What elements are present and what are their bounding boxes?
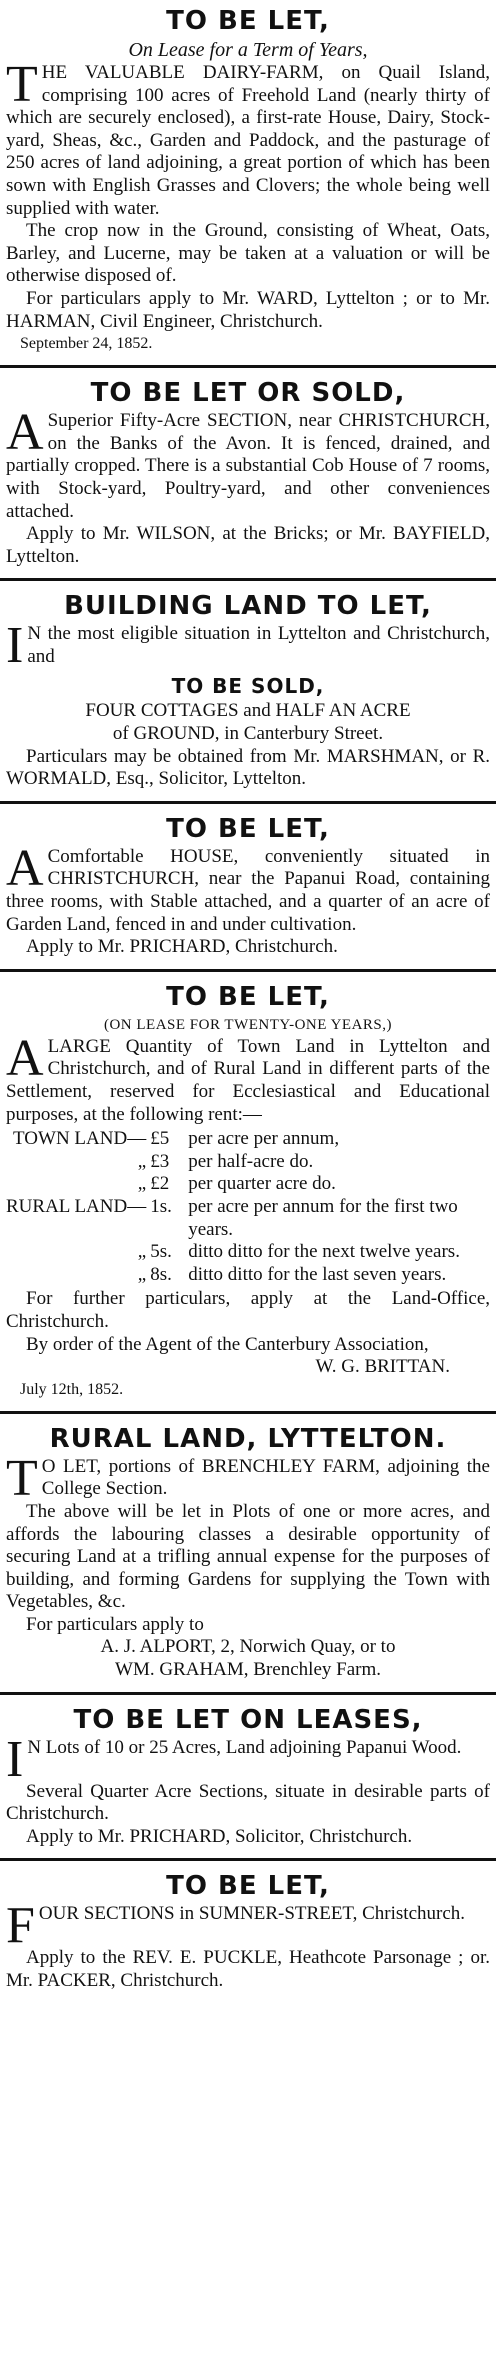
rent-label: „ <box>137 1241 147 1263</box>
drop-capital: T <box>6 1449 38 1507</box>
advert-comfortable-house <box>6 812 490 965</box>
rent-label: „ <box>137 1150 147 1172</box>
advert-dairy-farm <box>6 4 490 361</box>
advert-contact: Apply to Mr. WILSON, at the Bricks; or Mr. BAYFIELD, Lyttelton. <box>6 523 490 567</box>
advert-body: I N the most eligible situation in Lyttelton and Christchurch, and <box>6 617 490 675</box>
column-divider <box>0 1411 496 1414</box>
rent-row <box>6 1173 490 1196</box>
rent-table <box>6 1128 490 1286</box>
advert-paragraph: Several Quarter Acre Sections, situate in desirable parts of Christchurch. <box>6 1780 490 1825</box>
drop-capital: A <box>6 1029 44 1087</box>
advert-paragraph: For particulars apply to <box>26 1613 204 1635</box>
advert-heading: BUILDING LAND TO LET, <box>64 591 432 622</box>
advert-leases <box>6 1703 490 1855</box>
advert-contact: A. J. ALPORT, 2, Norwich Quay, or to <box>100 1636 396 1658</box>
rent-description: per half-acre do. <box>188 1150 314 1172</box>
rent-description: per acre per annum, <box>188 1128 340 1150</box>
advert-line: FOUR COTTAGES and HALF AN ACRE <box>85 700 411 722</box>
rent-amount: 1s. <box>150 1195 172 1217</box>
rent-description: ditto ditto for the next twelve years. <box>188 1241 460 1263</box>
advert-heading: TO BE LET, <box>166 813 330 844</box>
advert-subheading: TO BE SOLD, <box>171 674 325 699</box>
newspaper-column <box>0 4 496 2372</box>
advert-contact: WM. GRAHAM, Brenchley Farm. <box>115 1659 381 1681</box>
advert-heading: TO BE LET OR SOLD, <box>90 378 406 409</box>
rent-description: per acre per annum for the first two years. <box>188 1195 458 1240</box>
rent-label: RURAL LAND— <box>6 1195 147 1217</box>
advert-subheading: (ON LEASE FOR TWENTY-ONE YEARS,) <box>103 1016 393 1033</box>
rent-amount: £2 <box>150 1173 170 1195</box>
advert-paragraph: The crop now in the Ground, consisting of Wheat, Oats, Barley, and Lucerne, may be taken at a valuation or will be otherwise disposed of. <box>6 220 490 287</box>
advert-contact: Apply to Mr. PRICHARD, Christchurch. <box>26 936 338 958</box>
rent-amount: £3 <box>150 1150 170 1172</box>
advert-paragraph: The above will be let in Plots of one or more acres, and affords the labouring classes a desirable opportunity of securing Land at a trifling annual expense for the purposes of building, and forming Gardens for supplying the Town with Vegetables, &c. <box>6 1500 490 1613</box>
rent-amount: 8s. <box>150 1263 172 1285</box>
advert-heading: TO BE LET ON LEASES, <box>73 1704 423 1735</box>
advert-date: July 12th, 1852. <box>20 1380 124 1398</box>
rent-row <box>6 1241 490 1264</box>
rent-row <box>6 1196 490 1241</box>
rent-row <box>6 1151 490 1174</box>
advert-signature: W. G. BRITTAN. <box>315 1356 450 1378</box>
column-divider <box>0 969 496 972</box>
advert-heading: TO BE LET, <box>166 981 330 1012</box>
advert-date: September 24, 1852. <box>20 335 153 353</box>
drop-capital: I <box>6 617 24 675</box>
rent-label: „ <box>137 1263 147 1285</box>
advert-contact: Particulars may be obtained from Mr. MARSHMAN, or R. WORMALD, Esq., Solicitor, Lyttelton. <box>6 745 490 790</box>
advert-body: A Superior Fifty-Acre SECTION, near CHRISTCHURCH, on the Banks of the Avon. It is fenced, drained, and partially cropped. There is a substantial Cob House of 7 rooms, with Stock-yard, Poultry-yard, and other conveniences attached. <box>6 404 490 522</box>
column-divider <box>0 365 496 368</box>
advert-heading: TO BE LET, <box>166 6 330 36</box>
rent-description: per quarter acre do. <box>188 1173 336 1195</box>
advert-line: of GROUND, in Canterbury Street. <box>112 723 384 745</box>
advert-body: I N Lots of 10 or 25 Acres, Land adjoining Papanui Wood. <box>6 1730 462 1788</box>
advert-heading: TO BE LET, <box>166 1871 330 1902</box>
column-divider <box>0 801 496 804</box>
drop-capital: F <box>6 1897 35 1955</box>
advert-heading: RURAL LAND, LYTTELTON. <box>49 1423 447 1454</box>
advert-building-land <box>6 589 490 797</box>
drop-capital: T <box>6 56 38 113</box>
column-divider <box>0 1692 496 1695</box>
advert-body: THE VALUABLE DAIRY-FARM, on Quail Island, comprising 100 acres of Freehold Land (nearly thirty of which are securely enclosed), a first-rate House, Dairy, Stock-yard, Sheas, &c., Garden and Paddock, and the pasturage of 250 acres of land adjoining, a great portion of which has been sown with English Grasses and Clovers; the whole being well supplied with water. <box>6 56 490 219</box>
advert-body: FOUR SECTIONS in SUMNER-STREET, Christchurch. <box>6 1897 466 1955</box>
advert-sumner-street <box>6 1869 490 1998</box>
advert-contact: Apply to Mr. PRICHARD, Solicitor, Christchurch. <box>26 1825 413 1847</box>
drop-capital: A <box>6 404 44 462</box>
advert-contact: Apply to the REV. E. PUCKLE, Heathcote Parsonage ; or. Mr. PACKER, Christchurch. <box>6 1947 490 1992</box>
advert-brenchley-farm <box>6 1422 490 1688</box>
advert-paragraph: For further particulars, apply at the Land-Office, Christchurch. <box>6 1288 490 1332</box>
drop-capital: I <box>6 1730 24 1788</box>
advert-town-and-rural-land <box>6 980 490 1407</box>
rent-row <box>6 1264 490 1287</box>
rent-label: „ <box>137 1173 147 1195</box>
rent-amount: £5 <box>150 1128 170 1150</box>
column-divider <box>0 1858 496 1861</box>
advert-subheading: On Lease for a Term of Years, <box>128 39 368 61</box>
rent-label: TOWN LAND— <box>13 1128 147 1150</box>
advert-fifty-acre-section <box>6 376 490 574</box>
advert-body: A Comfortable HOUSE, conveniently situated in CHRISTCHURCH, near the Papanui Road, containing three rooms, with Stable attached, and a quarter of an acre of Garden Land, fenced in and under cultivation. <box>6 839 490 935</box>
column-divider <box>0 578 496 581</box>
advert-paragraph: By order of the Agent of the Canterbury Association, <box>26 1333 429 1355</box>
rent-description: ditto ditto for the last seven years. <box>188 1263 447 1285</box>
rent-row <box>6 1128 490 1151</box>
advert-body: T O LET, portions of BRENCHLEY FARM, adjoining the College Section. <box>6 1449 490 1507</box>
advert-body: ALARGE Quantity of Town Land in Lyttelton and Christchurch, and of Rural Land in different parts of the Settlement, reserved for Ecclesiastical and Educational purposes, at the following rent:— <box>6 1029 490 1125</box>
rent-amount: 5s. <box>150 1241 172 1263</box>
advert-contact: For particulars apply to Mr. WARD, Lyttelton ; or to Mr. HARMAN, Civil Engineer, Christchurch. <box>6 287 490 332</box>
drop-capital: A <box>6 839 44 897</box>
